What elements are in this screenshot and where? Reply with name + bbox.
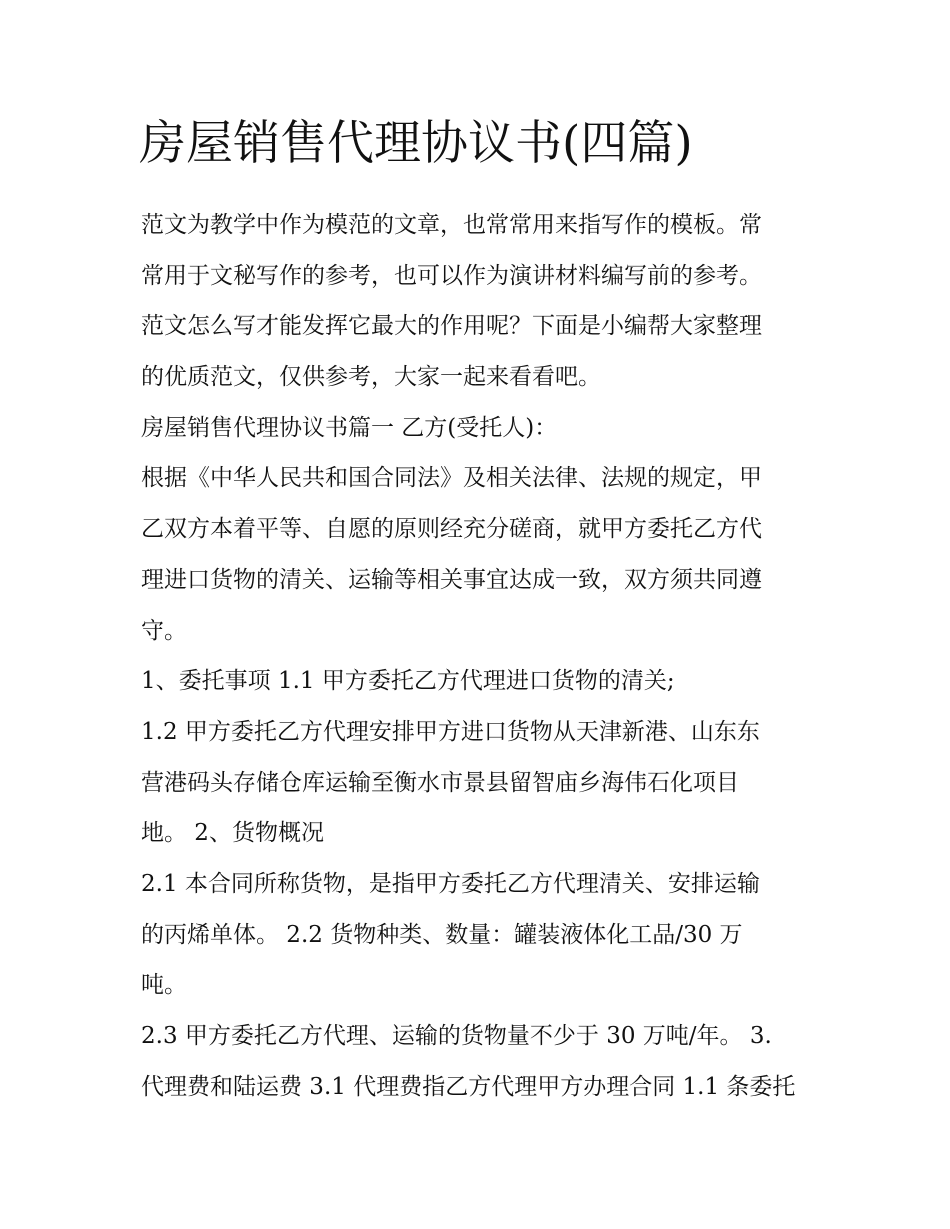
clause-line: 吨。	[141, 972, 187, 999]
body-line: 理进口货物的清关、运输等相关事宜达成一致，双方须共同遵	[141, 566, 762, 593]
clause-line: 1、委托事项 1.1 甲方委托乙方代理进口货物的清关;	[141, 668, 675, 695]
clause-line: 2.3 甲方委托乙方代理、运输的货物量不少于 30 万吨/年。 3.	[141, 1023, 772, 1049]
body-line: 常用于文秘写作的参考，也可以作为演讲材料编写前的参考。	[141, 262, 762, 289]
body-line: 的优质范文，仅供参考，大家一起来看看吧。	[141, 364, 601, 391]
body-line: 根据《中华人民共和国合同法》及相关法律、法规的规定，甲	[141, 465, 762, 492]
body-line: 范文怎么写才能发挥它最大的作用呢？下面是小编帮大家整理	[141, 313, 762, 340]
document-title: 房屋销售代理协议书(四篇)	[139, 116, 693, 171]
body-line: 乙双方本着平等、自愿的原则经充分磋商，就甲方委托乙方代	[141, 516, 762, 543]
body-line: 范文为教学中作为模范的文章，也常常用来指写作的模板。常	[141, 212, 762, 238]
body-line: 守。	[141, 617, 187, 644]
clause-line: 2.1 本合同所称货物，是指甲方委托乙方代理清关、安排运输	[141, 870, 760, 897]
clause-line: 地。 2、货物概况	[141, 820, 324, 847]
document-body	[141, 200, 813, 1112]
clause-line: 1.2 甲方委托乙方代理安排甲方进口货物从天津新港、山东东	[141, 718, 760, 745]
section-heading-line: 房屋销售代理协议书篇一 乙方(受托人)：	[141, 414, 558, 441]
clause-line: 营港码头存储仓库运输至衡水市景县留智庙乡海伟石化项目	[141, 769, 739, 796]
clause-line: 代理费和陆运费 3.1 代理费指乙方代理甲方办理合同 1.1 条委托	[141, 1073, 796, 1100]
clause-line: 的丙烯单体。 2.2 货物种类、数量：罐装液体化工品/30 万	[141, 921, 743, 948]
